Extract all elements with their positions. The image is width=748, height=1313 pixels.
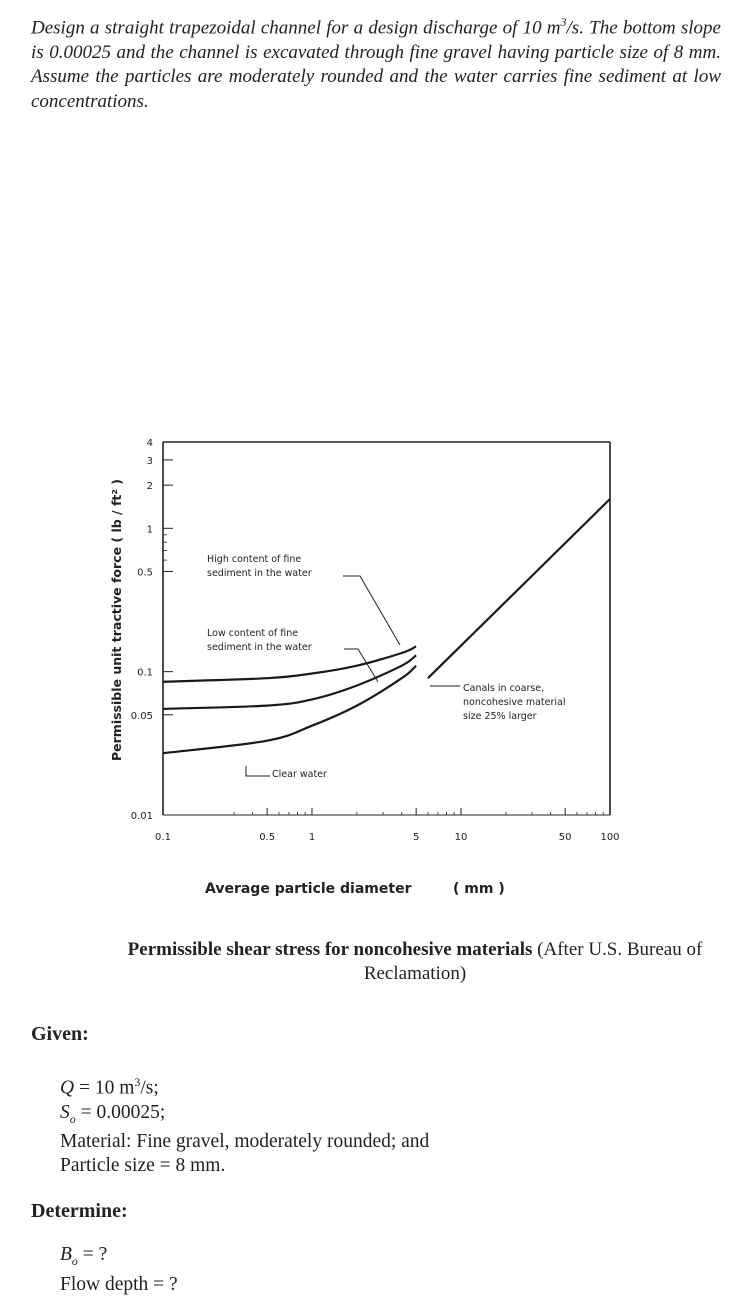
- problem-statement: [31, 10, 721, 114]
- problem-text-start: Design a straight trapezoidal channel for a design discharge of 10 m: [31, 17, 561, 39]
- determine-block: [60, 1243, 178, 1297]
- annotation-0-line-0: High content of fine: [207, 554, 302, 565]
- given-block: [60, 1070, 429, 1178]
- slope-value: = 0.00025;: [75, 1101, 166, 1123]
- bottom-width-subscript: o: [71, 1253, 78, 1268]
- material-line: Material: Fine gravel, moderately rounded; and: [60, 1131, 430, 1153]
- tractive-force-chart: [0, 425, 748, 905]
- series-line-2: [163, 666, 416, 754]
- slope-line: [60, 1101, 429, 1131]
- annotation-leader-0: [343, 576, 400, 645]
- discharge-value: = 10 m: [74, 1077, 135, 1099]
- x-tick-label-5: 50: [558, 832, 572, 843]
- y-tick-label-1: 0.05: [130, 710, 153, 722]
- y-tick-label-3: 0.5: [137, 567, 153, 579]
- series-line-3: [428, 499, 610, 678]
- annotation-3-line-1: noncohesive material: [463, 697, 566, 708]
- x-axis-label: Average particle diameter: [205, 881, 412, 897]
- x-axis-unit: ( mm ): [453, 881, 505, 897]
- problem-text-end: /s. The bottom slope is 0.00025 and the channel is excavated through fine gravel having particle size of 8 mm. Assume the particles are moderately rounded and the water carries fine sediment at low concentrations.: [31, 17, 721, 112]
- series-line-1: [163, 655, 416, 709]
- x-tick-label-6: 100: [600, 832, 620, 843]
- annotation-2-line-0: Clear water: [272, 769, 327, 780]
- y-tick-label-0: 0.01: [130, 811, 153, 822]
- annotation-0-line-1: sediment in the water: [207, 568, 312, 579]
- x-tick-label-4: 10: [454, 832, 468, 843]
- discharge-line: [60, 1070, 429, 1101]
- y-tick-label-6: 3: [146, 455, 153, 467]
- determine-heading: Determine:: [31, 1200, 128, 1222]
- discharge-unit: /s;: [140, 1077, 159, 1099]
- discharge-exponent: 3: [134, 1075, 141, 1089]
- particle-size-line: Particle size = 8 mm.: [60, 1155, 226, 1177]
- discharge-symbol: Q: [60, 1077, 75, 1099]
- flow-depth-line: Flow depth = ?: [60, 1273, 178, 1295]
- bottom-width-line: [60, 1243, 178, 1273]
- x-tick-label-3: 5: [412, 832, 420, 843]
- y-tick-label-4: 1: [146, 524, 153, 536]
- y-tick-label-2: 0.1: [137, 667, 153, 679]
- y-tick-label-5: 2: [146, 481, 153, 493]
- x-tick-label-1: 0.5: [259, 832, 276, 843]
- annotation-1-line-1: sediment in the water: [207, 642, 312, 653]
- slope-subscript: o: [69, 1111, 76, 1126]
- caption-source: (After U.S. Bureau of Reclamation): [363, 939, 703, 984]
- figure-caption: [120, 938, 710, 986]
- slope-symbol: S: [60, 1101, 70, 1123]
- bottom-width-value: = ?: [77, 1244, 108, 1265]
- given-heading: Given:: [31, 1023, 89, 1045]
- annotation-3-line-2: size 25% larger: [463, 711, 537, 722]
- problem-superscript: 3: [560, 15, 567, 29]
- x-tick-label-0: 0.1: [155, 832, 171, 843]
- annotation-1-line-0: Low content of fine: [207, 628, 299, 639]
- y-axis-label: Permissible unit tractive force ( lb / ft² ): [109, 479, 124, 761]
- y-tick-label-7: 4: [146, 438, 153, 449]
- bottom-width-symbol: B: [60, 1244, 72, 1265]
- caption-title: Permissible shear stress for noncohesive materials: [127, 939, 533, 960]
- annotation-3-line-0: Canals in coarse,: [463, 683, 545, 694]
- annotation-leader-2: [246, 766, 270, 776]
- x-tick-label-2: 1: [308, 832, 316, 843]
